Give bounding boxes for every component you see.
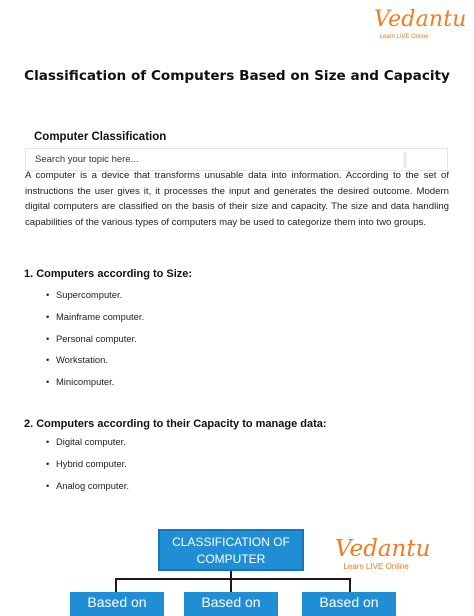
bullet-icon: • bbox=[46, 480, 50, 491]
bullet-icon: • bbox=[46, 376, 50, 387]
classification-diagram bbox=[0, 520, 474, 613]
bullet-icon: • bbox=[46, 311, 50, 322]
diagram-logo-wordmark: Vedantu bbox=[335, 536, 431, 562]
diagram-child-box: Based on bbox=[184, 592, 278, 616]
size-group-heading: 1. Computers according to Size: bbox=[24, 268, 193, 280]
list-item bbox=[46, 436, 126, 447]
search-scrollbar[interactable] bbox=[403, 152, 407, 168]
list-item bbox=[46, 289, 122, 300]
list-item bbox=[46, 458, 127, 469]
bullet-icon: • bbox=[46, 436, 50, 447]
diagram-connector-bar bbox=[115, 578, 351, 580]
list-item-label: Digital computer. bbox=[56, 436, 126, 447]
section-heading: Computer Classification bbox=[34, 131, 167, 143]
search-input[interactable] bbox=[26, 149, 405, 170]
bullet-icon: • bbox=[46, 458, 50, 469]
list-item bbox=[46, 333, 137, 344]
diagram-connector-left bbox=[115, 578, 117, 592]
capacity-group-heading: 2. Computers according to their Capacity to manage data: bbox=[24, 418, 327, 430]
list-item-label: Analog computer. bbox=[56, 480, 129, 491]
list-item-label: Supercomputer. bbox=[56, 289, 123, 300]
diagram-vedantu-logo bbox=[335, 536, 431, 572]
diagram-child-box: Based on bbox=[70, 592, 164, 616]
list-item-label: Mainframe computer. bbox=[56, 311, 145, 322]
vedantu-logo[interactable] bbox=[374, 7, 467, 41]
list-item-label: Workstation. bbox=[56, 354, 108, 365]
list-item bbox=[46, 376, 114, 387]
diagram-connector-right bbox=[349, 578, 351, 592]
diagram-root-line2: COMPUTER bbox=[196, 552, 266, 566]
list-item bbox=[46, 354, 108, 365]
logo-wordmark: Vedantu bbox=[374, 7, 467, 32]
intro-paragraph: A computer is a device that transforms unusable data into information. According to the set of instructions the user gives it, it processes the input and generates the desired outcome. Modern digital computers are classified on the basis of their size and capacity. The size and data handling capabilities of the various types of computers may be used to categorize them into two groups. bbox=[25, 170, 449, 228]
diagram-root-line1: CLASSIFICATION OF bbox=[172, 535, 290, 549]
page-title: Classification of Computers Based on Size and Capacity bbox=[24, 68, 450, 84]
list-item-label: Minicomputer. bbox=[56, 376, 115, 387]
bullet-icon: • bbox=[46, 333, 50, 344]
list-item-label: Personal computer. bbox=[56, 333, 137, 344]
list-item bbox=[46, 311, 144, 322]
list-item-label: Hybrid computer. bbox=[56, 458, 127, 469]
bullet-icon: • bbox=[46, 289, 50, 300]
bullet-icon: • bbox=[46, 354, 50, 365]
diagram-root-box bbox=[158, 529, 304, 571]
diagram-logo-tagline: Learn LIVE Online bbox=[343, 562, 409, 571]
list-item bbox=[46, 480, 129, 491]
diagram-connector-middle bbox=[230, 578, 232, 592]
logo-tagline: Learn LIVE Online bbox=[379, 34, 429, 40]
diagram-child-box: Based on bbox=[302, 592, 396, 616]
